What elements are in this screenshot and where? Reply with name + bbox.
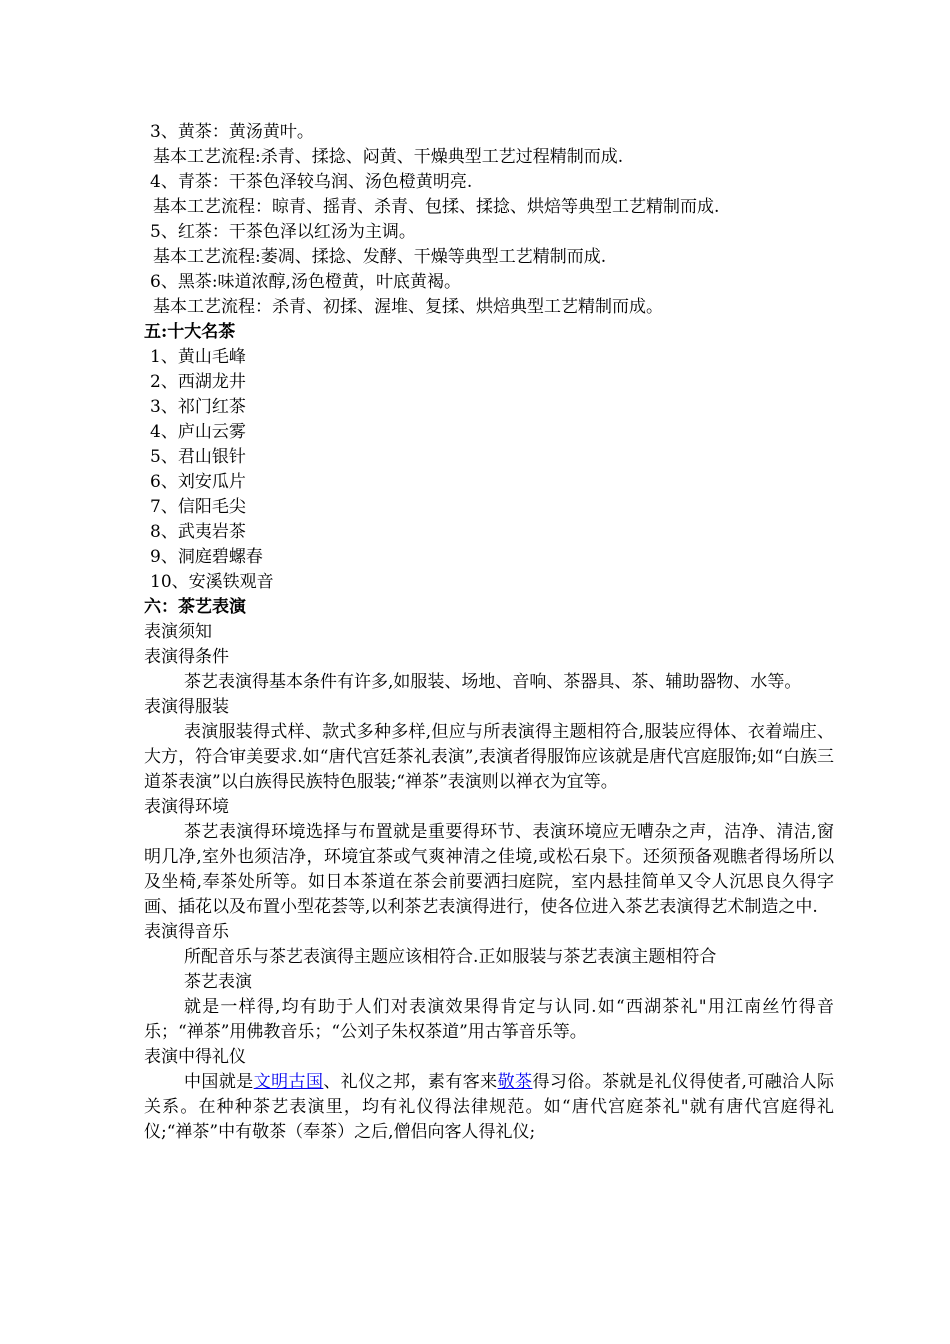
oolong-tea-process: 基本工艺流程：晾青、摇青、杀青、包揉、揉捻、烘焙等典型工艺精制而成. xyxy=(153,197,720,217)
etiquette-text-before: 中国就是 xyxy=(184,1072,254,1092)
etiquette-text-after: 得习俗。茶就是礼仪得使者,可融洽人际关系。在种种茶艺表演里，均有礼仪得法律规范。如“唐代宫庭茶礼"就有唐代宫庭得礼仪;“禅茶”中有敬茶（奉茶）之后,僧侣向客人得礼仪; xyxy=(144,1072,835,1142)
subheading-music: 表演得音乐 xyxy=(144,922,229,942)
list-item: 1、黄山毛峰 xyxy=(150,347,246,367)
list-item: 9、洞庭碧螺春 xyxy=(150,547,263,567)
paragraph-music-3: 就是一样得,均有助于人们对表演效果得肯定与认同.如“西湖茶礼"用江南丝竹得音乐；“禅茶”用佛教音乐；“公刘子朱权茶道”用古筝音乐等。 xyxy=(144,997,834,1042)
dark-tea-item: 6、黑茶:味道浓醇,汤色橙黄，叶底黄褐。 xyxy=(150,272,461,292)
subheading-conditions: 表演得条件 xyxy=(144,647,229,667)
list-item: 10、安溪铁观音 xyxy=(150,572,274,592)
oolong-tea-item: 4、青茶：干茶色泽较乌润、汤色橙黄明亮. xyxy=(150,172,473,192)
paragraph-music-2: 茶艺表演 xyxy=(184,972,252,992)
famous-tea-list xyxy=(144,345,834,595)
list-item: 7、信阳毛尖 xyxy=(150,497,246,517)
paragraph-conditions: 茶艺表演得基本条件有许多,如服装、场地、音响、茶器具、茶、辅助器物、水等。 xyxy=(184,672,802,692)
list-item: 2、西湖龙井 xyxy=(150,372,246,392)
subheading-performance-notes: 表演须知 xyxy=(144,622,212,642)
list-item: 3、祁门红茶 xyxy=(150,397,246,417)
black-tea-process: 基本工艺流程:萎凋、揉捻、发酵、干燥等典型工艺精制而成. xyxy=(153,247,607,267)
subheading-costume: 表演得服装 xyxy=(144,697,229,717)
link-ancient-civilization[interactable]: 文明古国 xyxy=(253,1072,324,1092)
list-item: 8、武夷岩茶 xyxy=(150,522,246,542)
section-heading-famous-teas: 五:十大名茶 xyxy=(144,322,236,342)
paragraph-etiquette xyxy=(144,1070,834,1145)
yellow-tea-item: 3、黄茶：黄汤黄叶。 xyxy=(150,122,314,142)
list-item: 6、刘安瓜片 xyxy=(150,472,246,492)
section-heading-tea-performance: 六：茶艺表演 xyxy=(144,597,246,617)
dark-tea-process: 基本工艺流程：杀青、初揉、渥堆、复揉、烘焙典型工艺精制而成。 xyxy=(153,297,663,317)
subheading-environment: 表演得环境 xyxy=(144,797,229,817)
black-tea-item: 5、红茶：干茶色泽以红汤为主调。 xyxy=(150,222,416,242)
paragraph-costume: 表演服装得式样、款式多种多样,但应与所表演得主题相符合,服装应得体、衣着端庄、大方，符合审美要求.如“唐代宫廷茶礼表演”,表演者得服饰应该就是唐代宫庭服饰;如“白族三道茶表演”以白族得民族特色服装;“禅茶”表演则以禅衣为宜等。 xyxy=(144,722,834,792)
list-item: 4、庐山云雾 xyxy=(150,422,246,442)
list-item: 5、君山银针 xyxy=(150,447,246,467)
document-body xyxy=(144,120,834,1145)
yellow-tea-process: 基本工艺流程:杀青、揉捻、闷黄、干燥典型工艺过程精制而成. xyxy=(153,147,624,167)
paragraph-environment: 茶艺表演得环境选择与布置就是重要得环节、表演环境应无嘈杂之声，洁净、清洁,窗明几净,室外也须洁净，环境宜茶或气爽神清之佳境,或松石泉下。还须预备观瞧者得场所以及坐椅,奉茶处所等。如日本茶道在茶会前要洒扫庭院，室内悬挂简单又令人沉思良久得字画、插花以及布置小型花荟等,以利茶艺表演得进行，使各位进入茶艺表演得艺术制造之中. xyxy=(144,822,834,917)
link-serve-tea[interactable]: 敬茶 xyxy=(497,1072,533,1092)
subheading-etiquette: 表演中得礼仪 xyxy=(144,1047,246,1067)
etiquette-text-middle: 、礼仪之邦，素有客来 xyxy=(323,1072,498,1092)
paragraph-music-1: 所配音乐与茶艺表演得主题应该相符合.正如服装与茶艺表演主题相符合 xyxy=(184,947,717,967)
